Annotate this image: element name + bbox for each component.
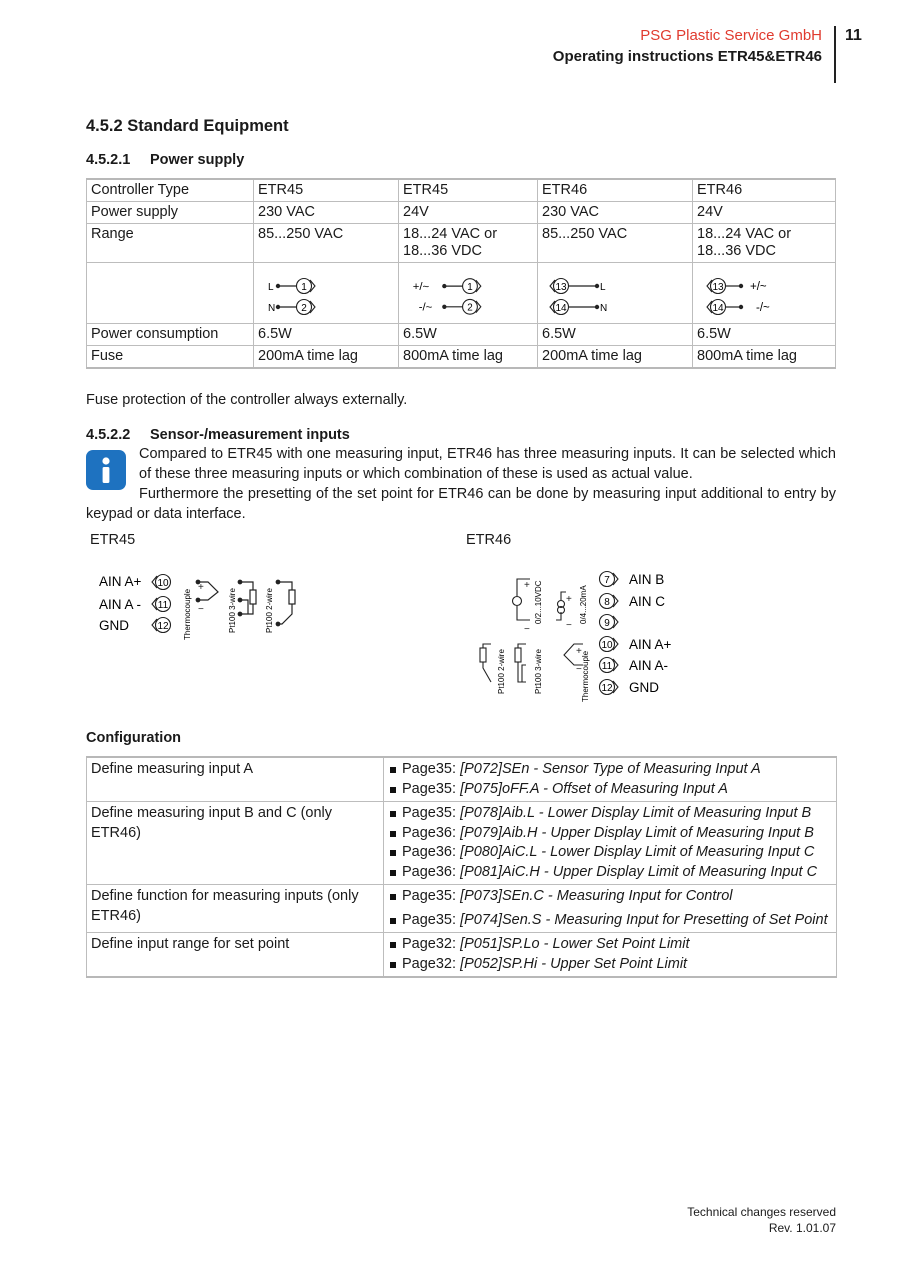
power-table-cell: 800mA time lag [399,346,538,369]
config-reference-item [388,911,832,931]
terminal-label: -/~ [756,302,770,314]
config-reference-item [388,804,832,824]
etr46-pin-number: 11 [601,661,613,672]
fuse-note: Fuse protection of the controller always externally. [86,392,408,408]
power-table-row [87,224,836,263]
etr45-pin-label: GND [99,618,129,633]
config-reference-item [388,863,832,883]
power-wiring-row [87,263,836,324]
config-row [87,802,837,885]
config-reference-item [388,843,832,863]
terminal-label: L [268,282,274,293]
terminal-number: 13 [712,282,724,293]
power-supply-table [86,178,836,369]
etr46-pin-label: AIN A+ [629,637,672,652]
config-row-references [384,933,837,978]
config-row-label: Define function for measuring inputs (only ETR46) [87,885,384,933]
config-row-references [384,757,837,802]
power-supply-heading [86,152,244,168]
config-reference-page: Page32: [402,936,461,952]
etr46-pin-number: 10 [601,640,613,651]
config-row-label: Define measuring input A [87,757,384,802]
etr46-pin-label: AIN C [629,594,666,609]
config-row-references [384,885,837,933]
etr46-sensor-label: Thermocouple [581,650,590,702]
config-reference-item [388,760,832,780]
power-table-cell: 18...24 VAC or 18...36 VDC [693,224,836,263]
etr46-pin-number: 7 [604,575,610,586]
power-table-row [87,179,836,202]
svg-text:−: − [524,624,530,635]
power-table-row [87,346,836,369]
power-table-row-label: Range [87,224,254,263]
terminal-label: +/~ [750,281,767,293]
power-table-cell: 230 VAC [538,202,693,224]
svg-text:+: + [524,580,530,591]
power-table-row-label: Power supply [87,202,254,224]
power-table-row-label: Fuse [87,346,254,369]
terminal-wiring-icon [399,263,537,323]
etr45-pin-number: 10 [157,578,169,589]
config-row [87,933,837,978]
etr45-pin-label: AIN A+ [99,574,142,589]
svg-text:+: + [566,594,572,605]
power-table-cell: ETR45 [254,179,399,202]
power-table-cell: 24V [399,202,538,224]
power-table-cell: ETR46 [538,179,693,202]
power-table-row-label: Power consumption [87,324,254,346]
config-reference-page: Page35: [402,761,461,777]
power-table-row-label: Controller Type [87,179,254,202]
config-reference-item [388,935,832,955]
terminal-wiring-icon [693,263,835,323]
company-name: PSG Plastic Service GmbH [640,27,822,44]
power-table-cell: 800mA time lag [693,346,836,369]
section-heading: 4.5.2 Standard Equipment [86,117,289,135]
etr45-sensor-label: Pt100 2-wire [265,588,274,633]
footer-technical-changes: Technical changes reserved [687,1205,836,1219]
configuration-table [86,756,837,978]
config-reference-parameter: [P079]Aib.H - Upper Display Limit of Measuring Input B [460,824,814,841]
config-reference-item [388,887,832,907]
terminal-number: 14 [712,303,724,314]
svg-text:−: − [198,604,204,615]
power-table-cell: 24V [693,202,836,224]
config-reference-item [388,780,832,800]
config-reference-page: Page32: [402,955,461,972]
footer-revision: Rev. 1.01.07 [768,1221,836,1235]
etr46-pin-label: AIN B [629,572,665,587]
sensor-inputs-heading [86,427,350,443]
power-wiring-cell [254,263,399,324]
terminal-label: N [268,303,276,314]
page-number: 11 [845,27,862,44]
etr46-sensor-label: 0/4...20mA [579,585,588,624]
document-title: Operating instructions ETR45&ETR46 [552,48,822,65]
svg-text:+: + [198,582,204,593]
power-table-cell: 85...250 VAC [254,224,399,263]
etr45-sensor-label: Pt100 3-wire [228,588,237,633]
power-wiring-cell [538,263,693,324]
terminal-number: 2 [301,303,307,314]
power-table-cell: 6.5W [254,324,399,346]
power-table-cell: 6.5W [538,324,693,346]
power-table-row [87,324,836,346]
power-table-cell: 200mA time lag [538,346,693,369]
sensor-inputs-number: 4.5.2.2 [86,427,131,443]
config-reference-parameter: [P074]Sen.S - Measuring Input for Presetting of Set Point [460,911,828,928]
config-reference-parameter: [P073]SEn.C - Measuring Input for Control [460,888,733,904]
etr46-pin-number: 9 [604,618,610,629]
config-reference-parameter: [P078]Aib.L - Lower Display Limit of Measuring Input B [460,805,812,821]
etr45-pin-label: AIN A - [99,597,142,612]
etr46-label: ETR46 [466,532,512,548]
terminal-label: -/~ [418,301,433,314]
power-supply-title: Power supply [150,152,245,168]
etr46-sensor-label: Pt100 3-wire [534,649,543,694]
config-row-label: Define input range for set point [87,933,384,978]
power-wiring-empty-cell [87,263,254,324]
terminal-label: N [600,303,608,314]
etr46-pin-label: AIN A- [629,658,669,673]
power-table-cell: ETR45 [399,179,538,202]
etr45-pin-number: 12 [157,621,169,632]
terminal-wiring-icon [538,263,692,323]
etr46-pin-number: 12 [601,683,613,694]
power-table-cell: 85...250 VAC [538,224,693,263]
power-table-row [87,202,836,224]
terminal-number: 14 [555,303,567,314]
config-reference-page: Page36: [402,863,461,880]
config-row-label: Define measuring input B and C (only ETR46) [87,802,384,885]
config-reference-page: Page36: [402,824,461,841]
etr46-pin-number: 8 [604,597,610,608]
power-wiring-cell [693,263,836,324]
terminal-number: 2 [467,302,473,314]
terminal-wiring-icon [254,263,398,323]
power-wiring-cell [399,263,538,324]
config-reference-parameter: [P052]SP.Hi - Upper Set Point Limit [460,955,688,972]
sensor-inputs-paragraph-2: Furthermore the presetting of the set point for ETR46 can be done by measuring input additional to entry by keypad or data interface. [86,486,836,522]
sensor-inputs-title: Sensor-/measurement inputs [150,427,350,443]
config-reference-parameter: [P072]SEn - Sensor Type of Measuring Input A [460,761,761,777]
etr46-sensor-label: 0/2...10VDC [534,580,543,624]
terminal-label: +/~ [412,281,430,294]
svg-text:−: − [576,664,582,675]
info-icon [86,450,126,490]
terminal-number: 1 [467,282,473,294]
power-table-cell: ETR46 [693,179,836,202]
configuration-heading: Configuration [86,730,182,746]
terminal-number: 1 [301,282,307,293]
svg-text:+: + [576,646,582,657]
config-reference-page: Page35: [402,805,461,821]
etr46-sensor-label: Pt100 2-wire [497,649,506,694]
config-reference-page: Page36: [402,844,461,860]
power-table-cell: 6.5W [399,324,538,346]
config-reference-parameter: [P075]oFF.A - Offset of Measuring Input A [460,780,728,797]
power-supply-number: 4.5.2.1 [86,152,131,168]
config-reference-parameter: [P051]SP.Lo - Lower Set Point Limit [460,936,690,952]
config-reference-item [388,824,832,844]
config-reference-page: Page35: [402,911,461,928]
power-table-cell: 18...24 VAC or 18...36 VDC [399,224,538,263]
config-row-references [384,802,837,885]
etr46-pin-label: GND [629,680,659,695]
config-reference-item [388,955,832,975]
config-reference-page: Page35: [402,780,461,797]
sensor-inputs-paragraph-1: Compared to ETR45 with one measuring input, ETR46 has three measuring inputs. It can be selected which of these three measuring inputs or which combination of these is used as actual value. [139,446,836,482]
etr45-label: ETR45 [90,532,136,548]
svg-text:−: − [566,620,572,631]
etr45-pin-number: 11 [157,600,169,611]
etr45-wiring-diagram [90,560,320,650]
etr46-wiring-diagram [466,562,706,707]
header-divider [834,26,836,83]
terminal-number: 13 [555,282,567,293]
power-table-cell: 200mA time lag [254,346,399,369]
power-table-cell: 6.5W [693,324,836,346]
power-table-cell: 230 VAC [254,202,399,224]
terminal-label: L [600,282,606,293]
config-row [87,757,837,802]
config-reference-parameter: [P080]AiC.L - Lower Display Limit of Measuring Input C [460,844,815,860]
config-reference-page: Page35: [402,888,461,904]
config-row [87,885,837,933]
etr45-sensor-label: Thermocouple [183,588,192,640]
config-reference-parameter: [P081]AiC.H - Upper Display Limit of Measuring Input C [460,863,818,880]
